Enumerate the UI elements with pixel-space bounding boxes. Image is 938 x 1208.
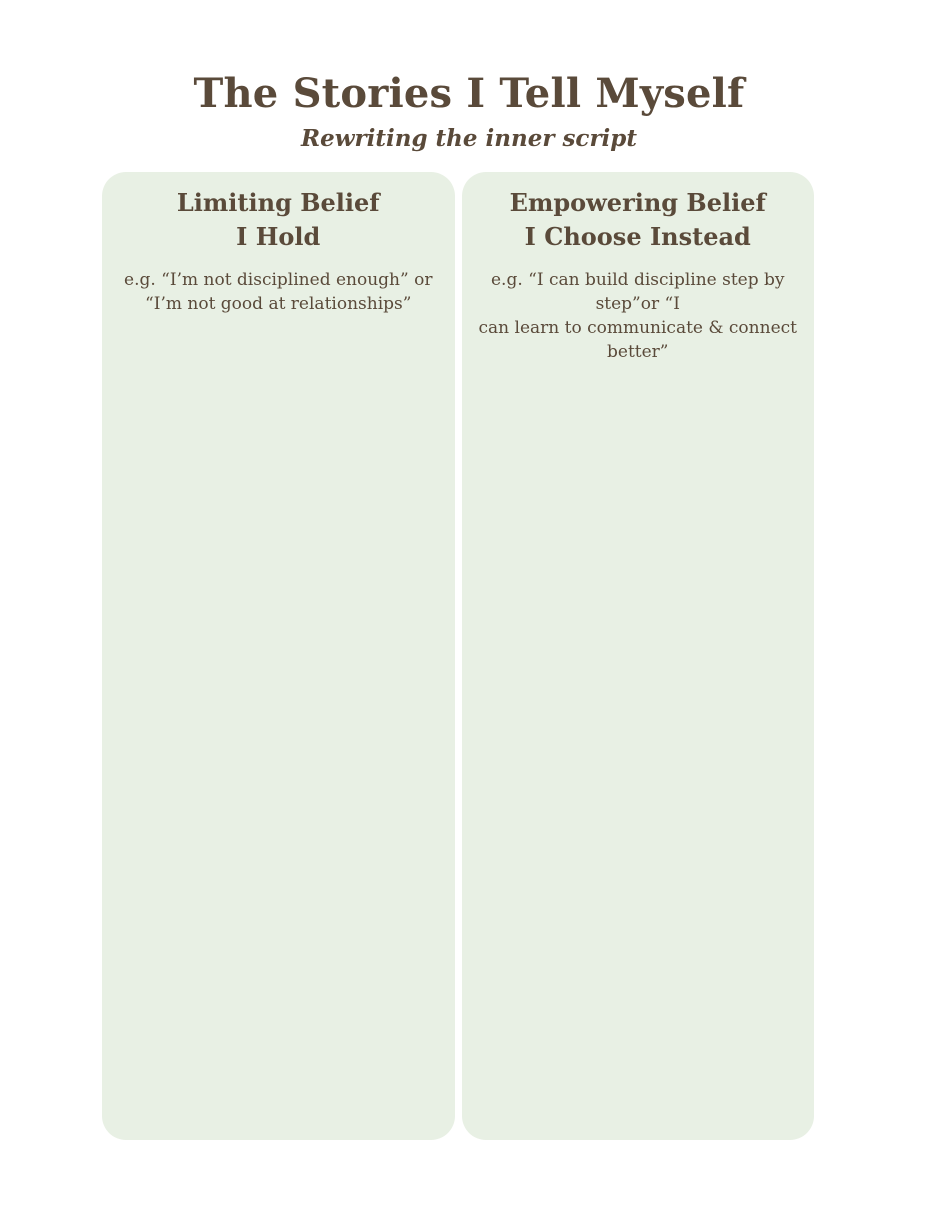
limiting-belief-heading-line1: Limiting Belief bbox=[176, 188, 380, 217]
limiting-belief-example-line2: “I’m not good at relationships” bbox=[145, 294, 412, 314]
belief-columns bbox=[102, 172, 814, 1140]
limiting-belief-heading bbox=[106, 186, 451, 254]
empowering-belief-example bbox=[466, 268, 811, 364]
empowering-belief-heading bbox=[466, 186, 811, 254]
limiting-belief-heading-line2: I Hold bbox=[236, 222, 321, 251]
page-title: The Stories I Tell Myself bbox=[193, 70, 745, 117]
empowering-belief-example-line2: can learn to communicate & connect better” bbox=[478, 318, 797, 362]
empowering-belief-heading-line2: I Choose Instead bbox=[524, 222, 751, 251]
empowering-belief-column bbox=[462, 172, 815, 1140]
limiting-belief-column bbox=[102, 172, 455, 1140]
empowering-belief-writing-area[interactable] bbox=[466, 364, 811, 1184]
empowering-belief-example-line1: e.g. “I can build discipline step by step”or “I bbox=[490, 270, 785, 314]
limiting-belief-example-line1: e.g. “I’m not disciplined enough” or bbox=[124, 270, 433, 290]
empowering-belief-heading-line1: Empowering Belief bbox=[509, 188, 766, 217]
limiting-belief-example bbox=[106, 268, 451, 316]
worksheet-header bbox=[0, 70, 938, 154]
limiting-belief-writing-area[interactable] bbox=[106, 316, 451, 1136]
page-subtitle: Rewriting the inner script bbox=[300, 125, 637, 152]
